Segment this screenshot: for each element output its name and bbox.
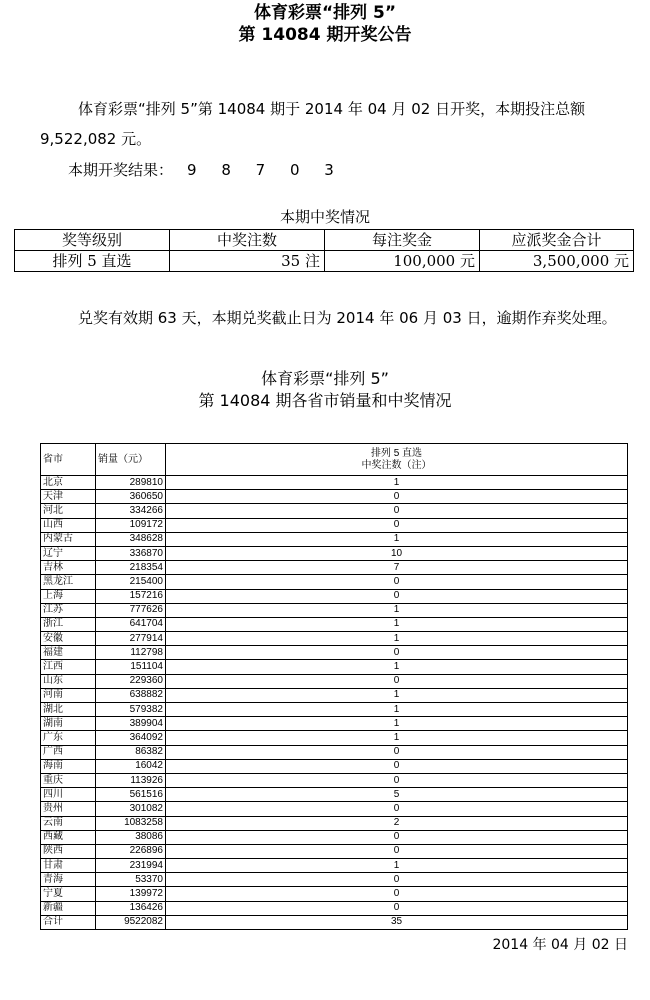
province-wins: 0 <box>166 873 628 887</box>
province-name: 黑龙江 <box>41 575 96 589</box>
province-row <box>41 603 628 617</box>
province-row <box>41 546 628 560</box>
province-wins: 1 <box>166 688 628 702</box>
province-row <box>41 887 628 901</box>
province-name: 福建 <box>41 646 96 660</box>
province-row <box>41 830 628 844</box>
province-wins: 0 <box>166 745 628 759</box>
draw-result-label: 本期开奖结果： <box>68 161 174 179</box>
province-name: 四川 <box>41 788 96 802</box>
province-sales: 561516 <box>96 788 166 802</box>
province-row <box>41 589 628 603</box>
province-name: 辽宁 <box>41 546 96 560</box>
province-header-name: 省市 <box>41 444 96 476</box>
province-sales: 112798 <box>96 646 166 660</box>
prize-table-title: 本期中奖情况 <box>279 208 370 226</box>
province-sales: 9522082 <box>96 915 166 929</box>
province-name: 贵州 <box>41 802 96 816</box>
province-name: 海南 <box>41 759 96 773</box>
province-row <box>41 646 628 660</box>
province-sales: 53370 <box>96 873 166 887</box>
province-wins: 10 <box>166 546 628 560</box>
province-name: 新疆 <box>41 901 96 915</box>
province-wins: 1 <box>166 617 628 631</box>
draw-result <box>68 155 650 185</box>
province-header-wins-line2: 中奖注数（注） <box>361 459 432 471</box>
province-row <box>41 745 628 759</box>
province-row <box>41 788 628 802</box>
province-table <box>40 443 628 930</box>
province-wins: 1 <box>166 476 628 490</box>
province-row <box>41 632 628 646</box>
province-wins: 1 <box>166 632 628 646</box>
province-sales: 229360 <box>96 674 166 688</box>
province-wins: 7 <box>166 561 628 575</box>
province-wins: 1 <box>166 731 628 745</box>
province-name: 重庆 <box>41 773 96 787</box>
redemption-notice: 兑奖有效期 63 天，本期兑奖截止日为 2014 年 06 月 03 日，逾期作弃奖处理。 <box>78 309 617 327</box>
province-sales: 301082 <box>96 802 166 816</box>
province-name: 内蒙古 <box>41 532 96 546</box>
province-wins: 0 <box>166 802 628 816</box>
province-sales: 16042 <box>96 759 166 773</box>
province-wins: 0 <box>166 490 628 504</box>
province-name: 湖南 <box>41 717 96 731</box>
province-sales: 231994 <box>96 859 166 873</box>
province-name: 江苏 <box>41 603 96 617</box>
province-row <box>41 859 628 873</box>
province-wins: 0 <box>166 901 628 915</box>
draw-result-numbers: 9 8 7 0 3 <box>187 161 344 179</box>
province-name: 安徽 <box>41 632 96 646</box>
prize-header-count: 中奖注数 <box>170 230 325 251</box>
province-row <box>41 504 628 518</box>
province-sales: 277914 <box>96 632 166 646</box>
province-name: 广西 <box>41 745 96 759</box>
province-sales: 364092 <box>96 731 166 745</box>
province-name: 北京 <box>41 476 96 490</box>
province-wins: 1 <box>166 603 628 617</box>
province-row <box>41 660 628 674</box>
province-name: 河南 <box>41 688 96 702</box>
province-wins: 0 <box>166 646 628 660</box>
province-name: 青海 <box>41 873 96 887</box>
province-name: 西藏 <box>41 830 96 844</box>
announcement-title-line1: 体育彩票“排列 5” <box>253 3 397 23</box>
province-row <box>41 703 628 717</box>
prize-table-header-row <box>15 230 634 251</box>
province-row <box>41 873 628 887</box>
province-wins: 35 <box>166 915 628 929</box>
province-sales: 334266 <box>96 504 166 518</box>
province-row <box>41 816 628 830</box>
province-row <box>41 759 628 773</box>
province-name: 天津 <box>41 490 96 504</box>
province-sales: 226896 <box>96 844 166 858</box>
section2-title <box>0 368 650 412</box>
province-wins: 2 <box>166 816 628 830</box>
province-row <box>41 901 628 915</box>
province-row <box>41 617 628 631</box>
province-row <box>41 915 628 929</box>
province-name: 河北 <box>41 504 96 518</box>
province-name: 甘肃 <box>41 859 96 873</box>
province-wins: 1 <box>166 532 628 546</box>
province-name: 宁夏 <box>41 887 96 901</box>
province-header-sales: 销量（元） <box>96 444 166 476</box>
province-sales: 336870 <box>96 546 166 560</box>
province-name: 合计 <box>41 915 96 929</box>
prize-table <box>14 229 634 272</box>
province-name: 吉林 <box>41 561 96 575</box>
prize-count: 35 注 <box>170 251 325 272</box>
prize-table-row <box>15 251 634 272</box>
province-sales: 641704 <box>96 617 166 631</box>
province-table-header-row <box>41 444 628 476</box>
province-sales: 777626 <box>96 603 166 617</box>
province-row <box>41 532 628 546</box>
province-wins: 0 <box>166 759 628 773</box>
province-wins: 0 <box>166 887 628 901</box>
province-wins: 0 <box>166 830 628 844</box>
province-sales: 348628 <box>96 532 166 546</box>
prize-total: 3,500,000 元 <box>480 251 634 272</box>
province-sales: 389904 <box>96 717 166 731</box>
province-wins: 5 <box>166 788 628 802</box>
province-name: 广东 <box>41 731 96 745</box>
province-name: 山东 <box>41 674 96 688</box>
province-row <box>41 575 628 589</box>
province-sales: 136426 <box>96 901 166 915</box>
province-sales: 113926 <box>96 773 166 787</box>
prize-header-level: 奖等级别 <box>15 230 170 251</box>
province-sales: 289810 <box>96 476 166 490</box>
province-row <box>41 490 628 504</box>
province-sales: 109172 <box>96 518 166 532</box>
province-wins: 0 <box>166 773 628 787</box>
announcement-title <box>0 2 650 46</box>
announcement-title-line2: 第 14084 期开奖公告 <box>238 25 412 45</box>
prize-level: 排列 5 直选 <box>15 251 170 272</box>
province-row <box>41 518 628 532</box>
prize-header-per-prize: 每注奖金 <box>325 230 480 251</box>
province-sales: 579382 <box>96 703 166 717</box>
province-wins: 1 <box>166 717 628 731</box>
province-row <box>41 773 628 787</box>
province-wins: 0 <box>166 575 628 589</box>
province-row <box>41 802 628 816</box>
province-sales: 151104 <box>96 660 166 674</box>
province-wins: 0 <box>166 844 628 858</box>
province-wins: 1 <box>166 859 628 873</box>
province-wins: 1 <box>166 703 628 717</box>
prize-per-prize: 100,000 元 <box>325 251 480 272</box>
province-sales: 139972 <box>96 887 166 901</box>
province-name: 上海 <box>41 589 96 603</box>
province-row <box>41 844 628 858</box>
province-row <box>41 688 628 702</box>
province-table-body <box>41 476 628 930</box>
intro-paragraph: 体育彩票“排列 5”第 14084 期于 2014 年 04 月 02 日开奖，本期投注总额 9,522,082 元。 <box>40 100 586 148</box>
province-header-wins <box>166 444 628 476</box>
announcement-date: 2014 年 04 月 02 日 <box>492 937 628 953</box>
province-name: 江西 <box>41 660 96 674</box>
province-sales: 86382 <box>96 745 166 759</box>
province-name: 湖北 <box>41 703 96 717</box>
province-sales: 157216 <box>96 589 166 603</box>
province-wins: 1 <box>166 660 628 674</box>
province-wins: 0 <box>166 589 628 603</box>
province-row <box>41 717 628 731</box>
section2-title-line1: 体育彩票“排列 5” <box>261 369 389 388</box>
province-name: 陕西 <box>41 844 96 858</box>
prize-header-total: 应派奖金合计 <box>480 230 634 251</box>
province-name: 浙江 <box>41 617 96 631</box>
province-wins: 0 <box>166 518 628 532</box>
province-row <box>41 731 628 745</box>
province-row <box>41 476 628 490</box>
province-sales: 38086 <box>96 830 166 844</box>
province-header-wins-line1: 排列 5 直选 <box>370 447 423 459</box>
province-sales: 215400 <box>96 575 166 589</box>
province-row <box>41 561 628 575</box>
province-sales: 218354 <box>96 561 166 575</box>
province-wins: 0 <box>166 674 628 688</box>
province-name: 山西 <box>41 518 96 532</box>
province-sales: 638882 <box>96 688 166 702</box>
section2-title-line2: 第 14084 期各省市销量和中奖情况 <box>198 391 452 410</box>
province-sales: 360650 <box>96 490 166 504</box>
province-row <box>41 674 628 688</box>
province-wins: 0 <box>166 504 628 518</box>
province-name: 云南 <box>41 816 96 830</box>
province-sales: 1083258 <box>96 816 166 830</box>
